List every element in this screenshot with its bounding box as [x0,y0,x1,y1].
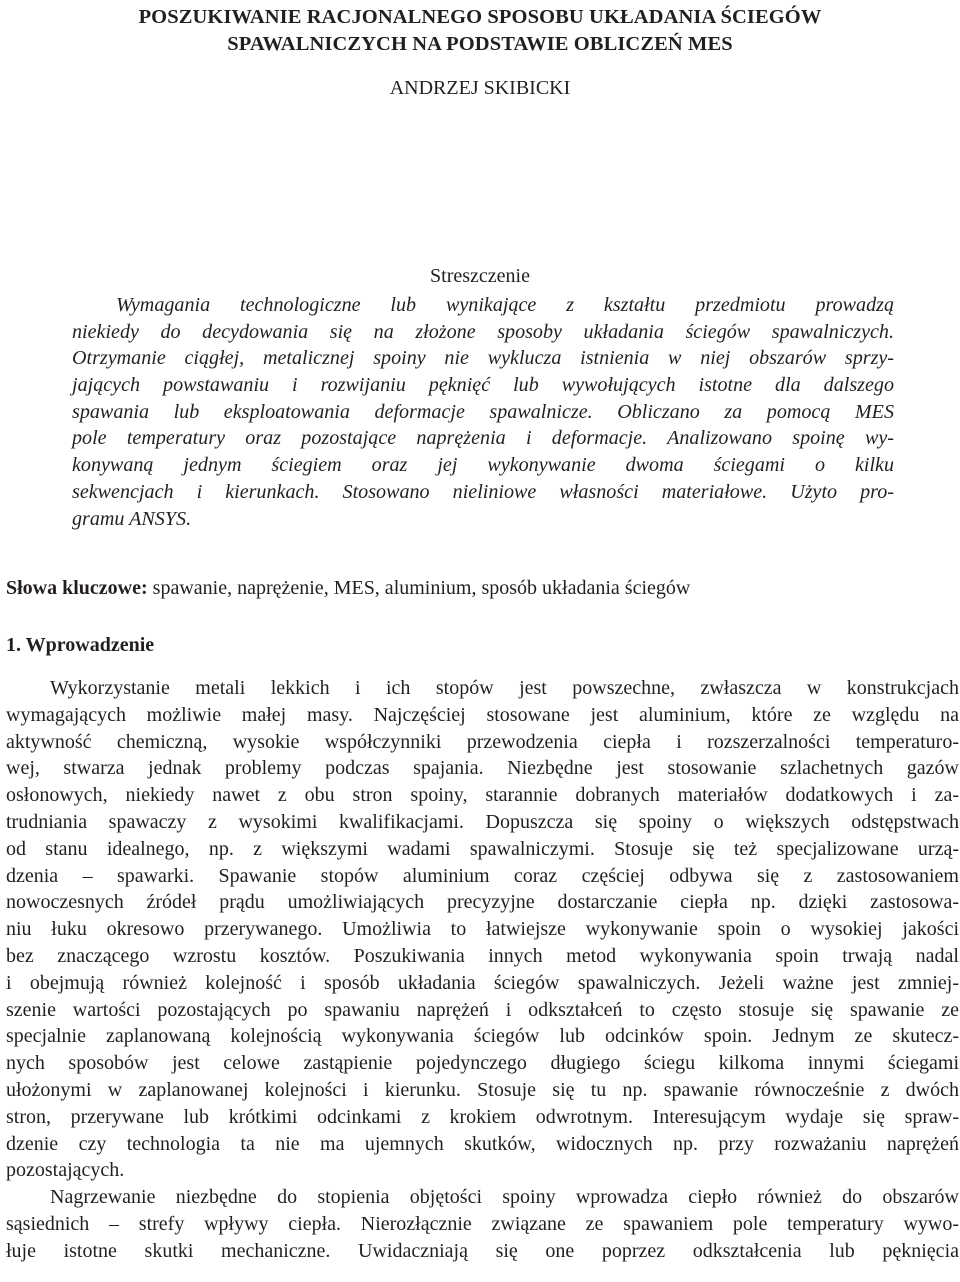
abstract-line: gramu ANSYS. [72,507,192,530]
paragraph-line: dzenia – spawarki. Spawanie stopów aluminium coraz częściej odbywa się z zastosowaniem [6,864,959,887]
paragraph-line: sąsiednich – strefy wpływy ciepła. Nierozłącznie związane ze spawaniem pole temperatury wywo- [6,1212,959,1235]
body-text [6,675,959,1265]
abstract-line: Wymagania technologiczne lub wynikające z kształtu przedmiotu prowadzą [116,294,894,316]
keywords [6,577,690,600]
paragraph-line: osłonowych, niekiedy nawet z obu stron spoiny, starannie dobranych materiałów dodatkowych i za- [6,784,959,807]
abstract-text [72,292,894,532]
paragraph-line: dzenie czy technologia ta nie ma ujemnych skutków, widocznych np. przy rozważaniu naprężeń [6,1132,959,1155]
abstract-line: spawania lub eksploatowania deformacje spawalnicze. Obliczano za pomocą MES [72,400,894,423]
paper-title-line-1: POSZUKIWANIE RACJONALNEGO SPOSOBU UKŁADANIA ŚCIEGÓW [138,6,822,28]
paragraph-line: i obejmują również kolejność i sposób układania ściegów spawalniczych. Jeżeli ważne jest zmniej- [6,971,959,994]
keywords-label: Słowa kluczowe: [6,577,148,599]
abstract-line: niekiedy do decydowania się na złożone sposoby układania ściegów spawalniczych. [72,320,894,343]
paragraph-line: specjalnie zaplanowaną kolejnością wykonywania ściegów lub odcinków spoin. Jednym ze skutecz- [6,1025,959,1048]
abstract-heading: Streszczenie [430,265,530,287]
paragraph-line: szenie wartości pozostających po spawaniu naprężeń i odkształceń to często stosuje się spawanie ze [6,998,959,1021]
paragraph-line: pozostających. [6,1159,125,1182]
paragraph-line: niu łuku okresowo przerywanego. Umożliwia to łatwiejsze wykonywanie spoin o wysokiej jakości [6,918,959,941]
author-name: ANDRZEJ SKIBICKI [389,77,571,99]
abstract-line: jających powstawaniu i rozwijaniu pęknięć lub wywołujących istotne dla dalszego [72,374,894,397]
section-heading: 1. Wprowadzenie [6,634,155,656]
paragraph-line: aktywność chemiczną, wysokie współczynniki przewodzenia ciepła i rozszerzalności temperaturo- [6,730,959,753]
paragraph-line: ułożonymi w zaplanowanej kolejności i kierunku. Stosuje się tu np. spawanie równocześnie z dwóch [6,1078,959,1101]
paragraph-line: od stanu idealnego, np. z większymi wadami spawalniczymi. Stosuje się też specjalizowane urzą- [6,837,959,860]
abstract-line: pole temperatury oraz pozostające naprężenia i deformacje. Analizowano spoinę wy- [72,427,894,450]
paragraph-line: wymagających możliwie małej masy. Najczęściej stosowane jest aluminium, które ze względu na [6,703,959,726]
paragraph-line: wej, stwarza jednak problemy podczas spajania. Niezbędne jest stosowanie szlachetnych gazów [6,757,959,780]
abstract-line: konywaną jednym ściegiem oraz jej wykonywanie dwoma ściegami o kilku [72,454,894,477]
paragraph-line: nych sposobów jest celowe zastąpienie pojedynczego długiego ściegu kilkoma innymi ściegami [6,1052,959,1075]
paragraph-line: Wykorzystanie metali lekkich i ich stopów jest powszechne, zwłaszcza w konstrukcjach [50,677,959,699]
keywords-text: spawanie, naprężenie, MES, aluminium, sposób układania ściegów [147,577,691,599]
paragraph-line: Nagrzewanie niezbędne do stopienia objętości spoiny wprowadza ciepło również do obszarów [50,1186,959,1209]
abstract-line: Otrzymanie ciągłej, metalicznej spoiny nie wyklucza istnienia w niej obszarów sprzy- [72,347,894,370]
paper-title-line-2: SPAWALNICZYCH NA PODSTAWIE OBLICZEŃ MES [227,33,733,55]
paragraph-line: trudniania spawaczy z wysokimi kwalifikacjami. Dopuszcza się spoiny o większych odstępstwach [6,810,959,833]
paragraph-line: bez znaczącego wzrostu kosztów. Poszukiwania innych metod wykonywania spoin trwają nadal [6,944,959,967]
abstract-line: sekwencjach i kierunkach. Stosowano nieliniowe własności materiałowe. Użyto pro- [72,480,894,503]
paragraph-line: łuje istotne skutki mechaniczne. Uwidaczniają się one poprzez odkształcenia lub pęknięcia [6,1239,959,1262]
paragraph-line: nowoczesnych źródeł prądu umożliwiających precyzyjne dostarczanie ciepła np. dzięki zastosowa- [6,891,959,914]
paragraph-line: stron, przerywane lub krótkimi odcinkami z krokiem odwrotnym. Interesującym wydaje się spraw- [6,1105,959,1128]
